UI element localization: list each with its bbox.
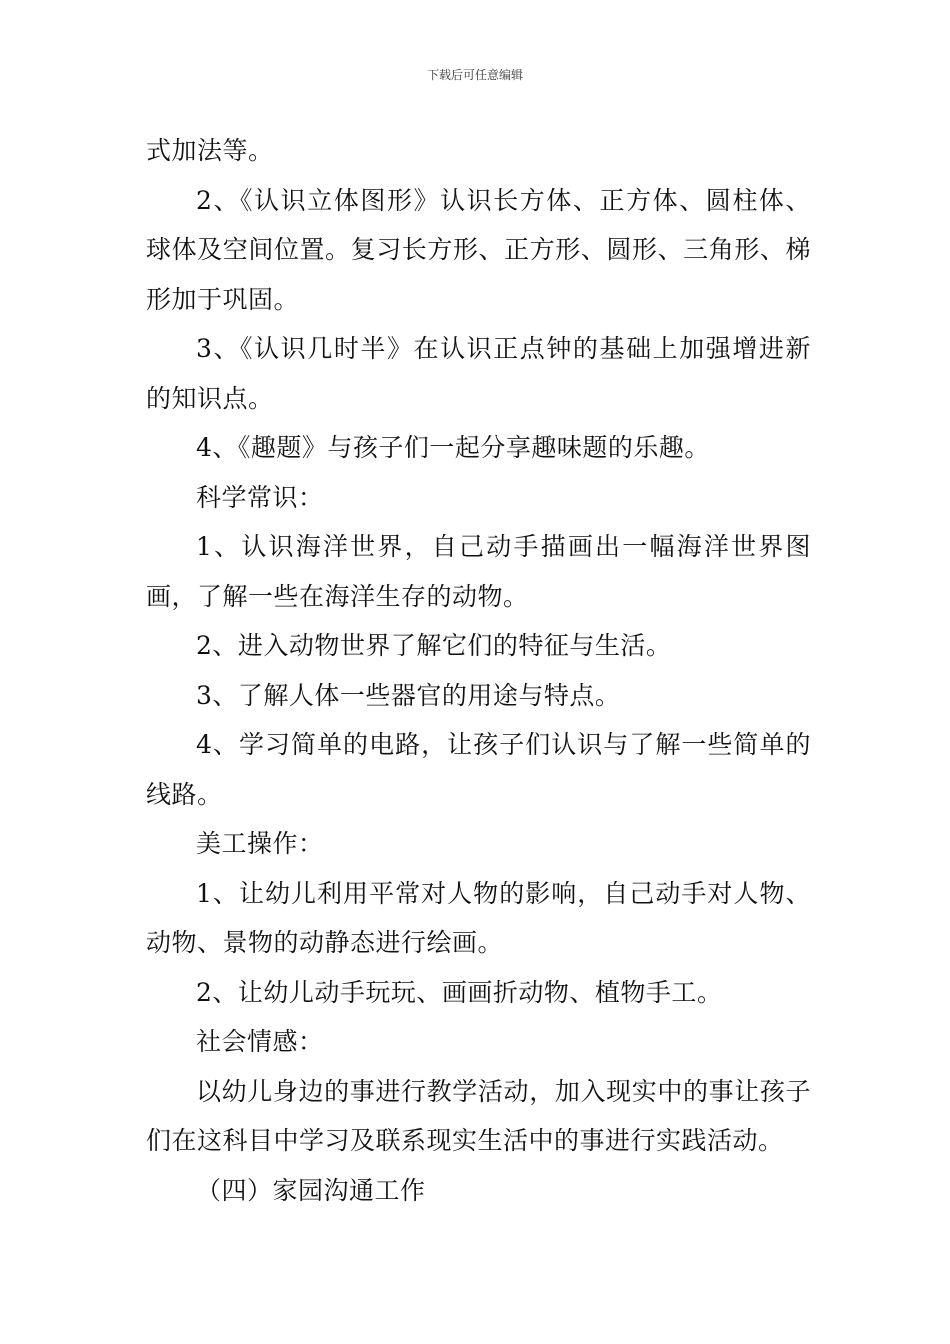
paragraph-social: 以幼儿身边的事进行教学活动，加入现实中的事让孩子们在这科目中学习及联系现实生活中的事进行实践活动。 <box>146 1076 811 1155</box>
paragraph-science-item-3: 3、了解人体一些器官的用途与特点。 <box>196 680 621 710</box>
paragraph-science-item-2: 2、进入动物世界了解它们的特征与生活。 <box>196 631 672 660</box>
paragraph-continuation: 式加法等。 <box>146 136 274 165</box>
section-heading-social: 社会情感： <box>196 1027 324 1056</box>
section-heading-science: 科学常识： <box>196 482 324 512</box>
section-heading-art: 美工操作： <box>196 829 324 858</box>
page-header: 下载后可任意编辑 <box>426 68 523 82</box>
paragraph-math-item-3: 3、《认识几时半》在认识正点钟的基础上加强增进新的知识点。 <box>146 334 811 413</box>
paragraph-art-item-1: 1、让幼儿利用平常对人物的影响，自己动手对人物、动物、景物的动静态进行绘画。 <box>146 878 811 957</box>
document-body <box>146 126 811 1215</box>
paragraph-art-item-2: 2、让幼儿动手玩玩、画画折动物、植物手工。 <box>196 977 723 1007</box>
section-heading-home-school: （四）家园沟通工作 <box>196 1175 426 1205</box>
paragraph-math-item-4: 4、《趣题》与孩子们一起分享趣味题的乐趣。 <box>196 433 710 462</box>
paragraph-science-item-1: 1、认识海洋世界，自己动手描画出一幅海洋世界图画，了解一些在海洋生存的动物。 <box>146 532 811 611</box>
paragraph-math-item-2: 2、《认识立体图形》认识长方体、正方体、圆柱体、球体及空间位置。复习长方形、正方形、圆形、三角形、梯形加于巩固。 <box>146 185 811 314</box>
paragraph-science-item-4: 4、学习简单的电路，让孩子们认识与了解一些简单的线路。 <box>146 730 811 809</box>
